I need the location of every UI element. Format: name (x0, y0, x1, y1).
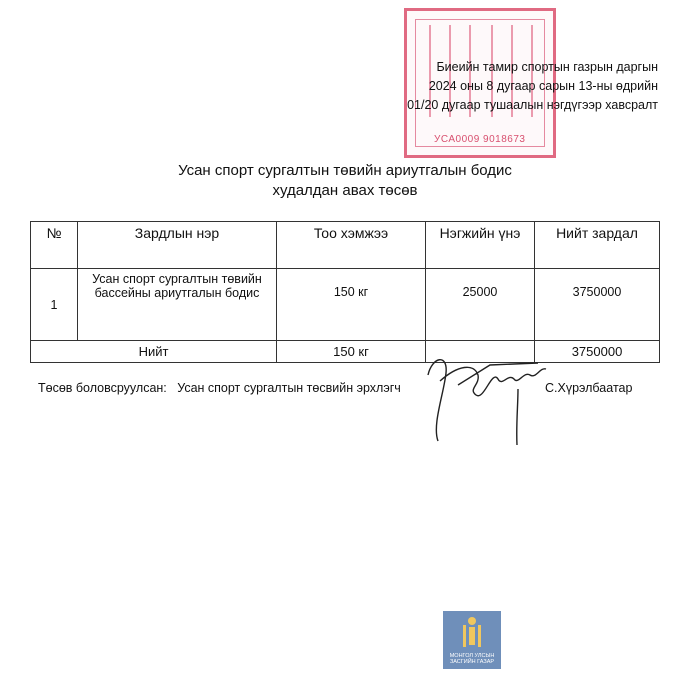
total-label: Нийт (31, 341, 277, 363)
document-title-line-2: худалдан авах төсөв (272, 182, 418, 199)
total-amount: 3750000 (535, 341, 660, 363)
logo-caption (443, 653, 501, 665)
soyombo-emblem-icon (443, 611, 501, 651)
column-header-unit-price: Нэгжийн үнэ (426, 222, 535, 269)
document-title-line-1: Усан спорт сургалтын төвийн ариутгалын бодис (178, 162, 512, 179)
row-number: 1 (31, 269, 78, 341)
column-header-total: Нийт зардал (535, 222, 660, 269)
prepared-label: Төсөв боловсруулсан: (38, 381, 167, 395)
prepared-by-line (38, 381, 401, 395)
column-header-expense-name: Зардлын нэр (78, 222, 277, 269)
row-unit-price: 25000 (426, 269, 535, 341)
signer-name: С.Хүрэлбаатар (545, 381, 633, 395)
row-total: 3750000 (535, 269, 660, 341)
table-header-row (31, 222, 660, 269)
government-logo (443, 611, 501, 669)
approval-line-2: 2024 оны 8 дугаар сарын 13-ны өдрийн (428, 79, 658, 93)
approval-line-1: Биеийн тамир спортын газрын даргын (436, 60, 658, 74)
budget-table (30, 221, 660, 363)
table-total-row (31, 341, 660, 363)
handwritten-signature (418, 345, 554, 453)
stamp-code: УСА0009 9018673 (434, 134, 526, 145)
approval-header (358, 58, 658, 115)
column-header-quantity: Тоо хэмжээ (277, 222, 426, 269)
table-row (31, 269, 660, 341)
column-header-number: № (31, 222, 78, 269)
preparer-position: Усан спорт сургалтын төсвийн эрхлэгч (177, 381, 401, 395)
logo-caption-line-2: ЗАСГИЙН ГАЗАР (449, 659, 495, 665)
approval-line-3: 01/20 дугаар тушаалын нэгдүгээр хавсралт (407, 98, 658, 112)
logo-caption-line-1: МОНГОЛ УЛСЫН (449, 653, 495, 659)
row-quantity: 150 кг (277, 269, 426, 341)
row-expense-name: Усан спорт сургалтын төвийн бассейны ариутгалын бодис (78, 269, 277, 341)
total-quantity: 150 кг (277, 341, 426, 363)
